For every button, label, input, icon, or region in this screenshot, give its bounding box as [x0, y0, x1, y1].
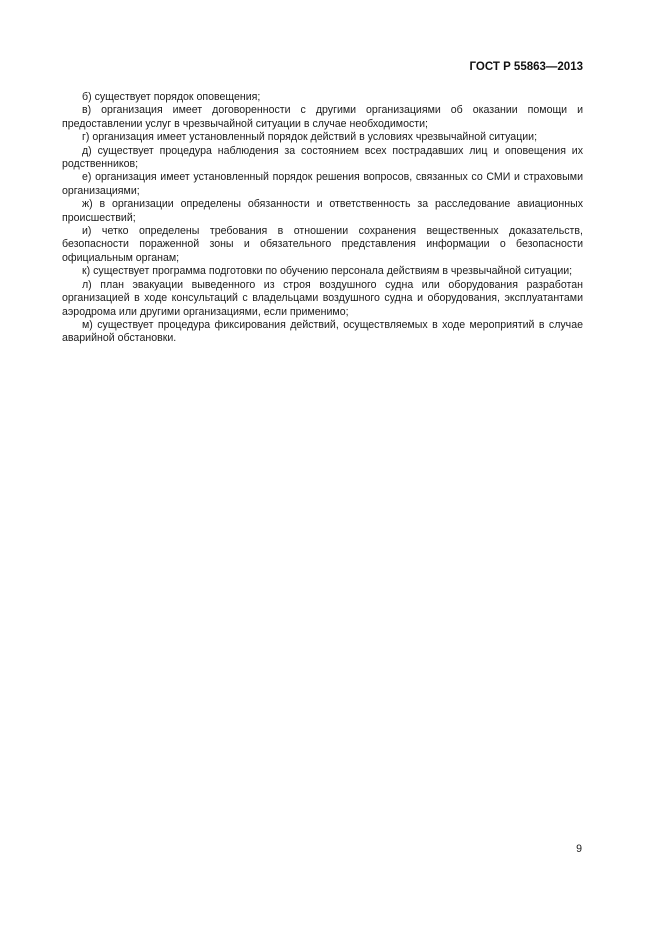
page-number: 9: [576, 843, 582, 855]
item-marker: д): [82, 144, 92, 157]
list-item: [62, 279, 583, 319]
item-marker: г): [82, 131, 90, 144]
list-item: [62, 145, 583, 172]
item-text: четко определены требования в отношении сохранения вещественных доказательств, безопасности пораженной зоны и обязательного представления информации о безопасности официальным органам;: [62, 225, 583, 264]
list-item: [62, 91, 583, 104]
item-marker: ж): [82, 198, 93, 211]
item-text: в организации определены обязанности и ответственность за расследование авиационных происшествий;: [62, 198, 583, 224]
list-item: [62, 198, 583, 225]
item-marker: к): [82, 265, 91, 278]
list-item: [62, 225, 583, 265]
standard-header: ГОСТ Р 55863—2013: [469, 61, 583, 73]
item-text: существует программа подготовки по обучению персонала действиям в чрезвычайной ситуации;: [93, 265, 573, 278]
item-text: организация имеет договоренности с другими организациями об оказании помощи и предоставлении услуг в чрезвычайной ситуации в случае необходимости;: [62, 104, 583, 130]
item-text: план эвакуации выведенного из строя воздушного судна или оборудования разработан организацией в ходе консультаций с владельцами воздушного судна и оборудования, эксплуатантами аэродрома или другими организациями, если применимо;: [62, 278, 584, 318]
list-item: [62, 104, 583, 131]
item-marker: в): [82, 104, 92, 117]
item-marker: б): [82, 91, 92, 103]
item-text: существует процедура фиксирования действий, осуществляемых в ходе мероприятий в случае аварийной обстановки.: [62, 318, 583, 345]
item-marker: м): [82, 318, 93, 331]
item-marker: е): [82, 171, 92, 184]
list-item: [62, 131, 583, 144]
item-text: существует порядок оповещения;: [94, 91, 261, 103]
list-item: [62, 319, 583, 346]
item-text: организация имеет установленный порядок действий в условиях чрезвычайной ситуации;: [92, 131, 538, 144]
list-item: [62, 265, 583, 278]
item-text: организация имеет установленный порядок решения вопросов, связанных со СМИ и страховыми организациями;: [62, 171, 583, 197]
item-marker: и): [82, 225, 92, 238]
requirements-list: [62, 91, 583, 346]
item-text: существует процедура наблюдения за состоянием всех пострадавших лиц и оповещения их родственников;: [62, 144, 583, 171]
list-item: [62, 171, 583, 198]
item-marker: л): [82, 278, 92, 291]
